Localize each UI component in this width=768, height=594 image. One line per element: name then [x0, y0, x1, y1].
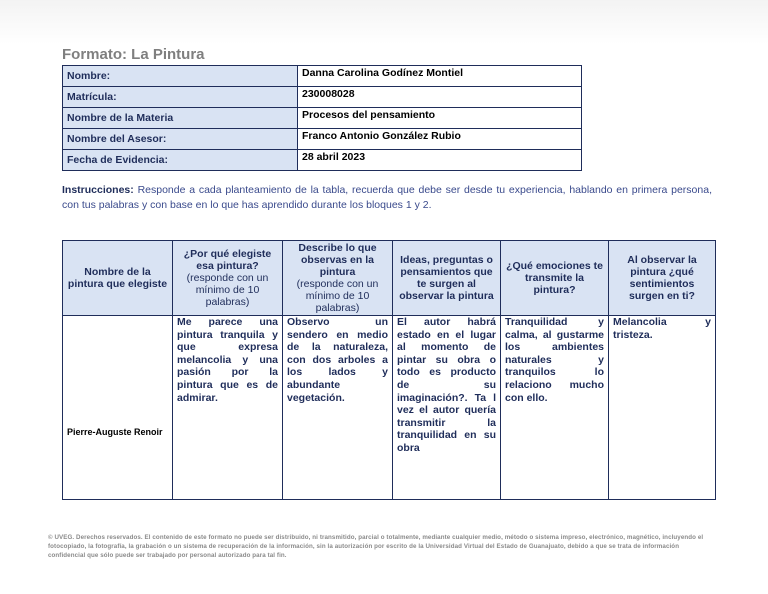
column-header: Describe lo que observas en la pintura (responde con un mínimo de 10 palabras)	[283, 241, 393, 316]
answer-cell[interactable]: Me parece una pintura tranquila y que expresa melancolia y una pasión por la pintura que es de admirar.	[173, 316, 283, 500]
info-value[interactable]: Procesos del pensamiento	[298, 108, 582, 129]
instructions-text: Responde a cada planteamiento de la tabla, recuerda que debe ser desde tu experiencia, hablando en primera persona, con tus palabras y con base en lo que has aprendido durante los bloques 1 y 2.	[62, 184, 712, 211]
column-header: Ideas, preguntas o pensamientos que te surgen al observar la pintura	[393, 241, 501, 316]
info-label: Nombre:	[63, 66, 298, 87]
format-title: Formato: La Pintura	[62, 46, 205, 63]
column-header: ¿Por qué elegiste esa pintura? (responde con un mínimo de 10 palabras)	[173, 241, 283, 316]
instructions-label: Instrucciones:	[62, 184, 134, 196]
answer-cell[interactable]: Pierre-Auguste Renoir	[63, 316, 173, 500]
info-label: Nombre del Asesor:	[63, 129, 298, 150]
info-label: Fecha de Evidencia:	[63, 150, 298, 171]
student-info-table	[62, 65, 582, 171]
info-value[interactable]: 28 abril 2023	[298, 150, 582, 171]
info-row	[63, 66, 582, 87]
answer-cell[interactable]: Melancolia y tristeza.	[609, 316, 716, 500]
header-band	[0, 0, 768, 44]
info-label: Matrícula:	[63, 87, 298, 108]
info-row	[63, 87, 582, 108]
copyright-footer: © UVEG. Derechos reservados. El contenido de este formato no puede ser distribuido, ni transmitido, parcial o totalmente, mediante cualquier medio, método o sistema impreso, electrónico, magnético, incluyendo el fotocopiado, la fotografía, la grabación o un sistema de recuperación de la información, sin la autorización por escrito de la Universidad Virtual del Estado de Guanajuato, debido a que se trata de información confidencial que sólo puede ser trabajado por personal autorizado para tal fin.	[48, 534, 704, 559]
info-value[interactable]: Franco Antonio González Rubio	[298, 129, 582, 150]
instructions	[62, 183, 712, 213]
answer-cell[interactable]: Observo un sendero en medio de la naturaleza, con dos arboles a los lados y abundante vegetación.	[283, 316, 393, 500]
column-header: Nombre de la pintura que elegiste	[63, 241, 173, 316]
column-header: ¿Qué emociones te transmite la pintura?	[501, 241, 609, 316]
info-row	[63, 108, 582, 129]
painting-table	[62, 240, 716, 500]
info-row	[63, 150, 582, 171]
column-header: Al observar la pintura ¿qué sentimientos surgen en ti?	[609, 241, 716, 316]
info-label: Nombre de la Materia	[63, 108, 298, 129]
header-row	[63, 241, 716, 316]
info-row	[63, 129, 582, 150]
answer-cell[interactable]: Tranquilidad y calma, al gustarme los ambientes naturales y tranquilos lo relaciono mucho con ello.	[501, 316, 609, 500]
answer-cell[interactable]: El autor habrá estado en el lugar al momento de pintar su obra o todo es producto de su imaginación?. Ta l vez el autor quería transmitir la tranquilidad en su obra	[393, 316, 501, 500]
info-value[interactable]: Danna Carolina Godínez Montiel	[298, 66, 582, 87]
info-value[interactable]: 230008028	[298, 87, 582, 108]
answer-row	[63, 316, 716, 500]
